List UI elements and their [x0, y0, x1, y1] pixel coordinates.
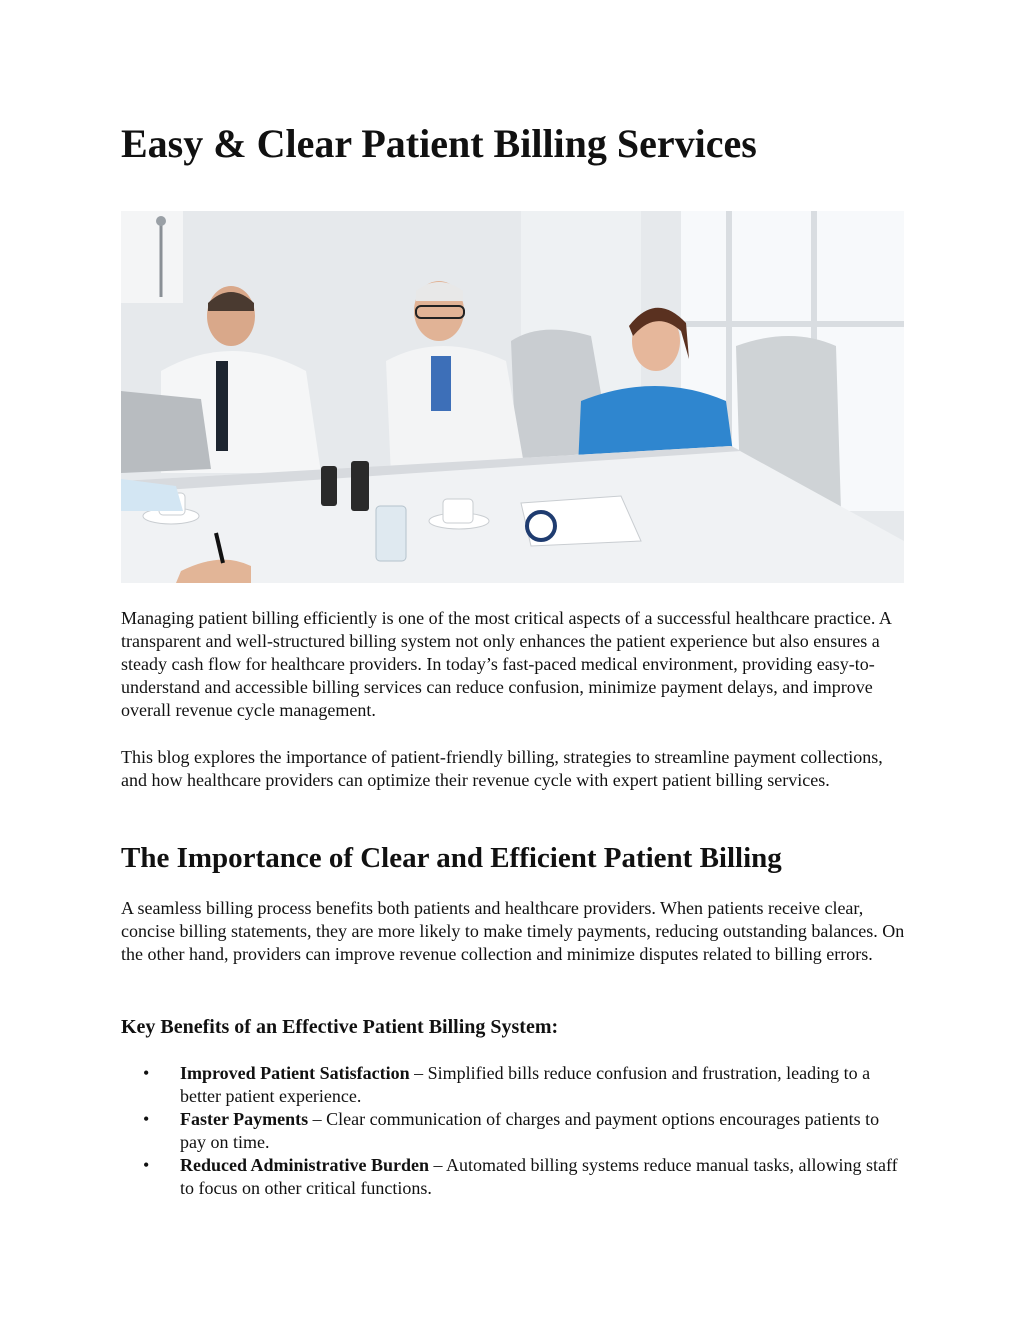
bullet-icon: • — [143, 1063, 150, 1083]
benefit-desc: – Clear communication of charges and payment options encourages patients to pay on time. — [180, 1109, 880, 1152]
benefits-subheading: Key Benefits of an Effective Patient Billing System: — [121, 1016, 559, 1038]
list-item — [121, 1108, 905, 1154]
benefit-term: Reduced Administrative Burden — [180, 1155, 430, 1175]
bullet-icon: • — [143, 1109, 150, 1129]
intro-paragraph: Managing patient billing efficiently is one of the most critical aspects of a successful healthcare practice. A transparent and well-structured billing system not only enhances the patient experience but also ensures a steady cash flow for healthcare providers. In today’s fast-paced medical environment, providing easy-to-understand and accessible billing services can reduce confusion, minimize payment delays, and improve overall revenue cycle management. — [121, 608, 891, 720]
page-title: Easy & Clear Patient Billing Services — [121, 121, 757, 166]
benefits-list — [121, 1062, 905, 1200]
section-heading: The Importance of Clear and Efficient Patient Billing — [121, 842, 782, 874]
section-paragraph: A seamless billing process benefits both patients and healthcare providers. When patients receive clear, concise billing statements, they are more likely to make timely payments, reducing outstanding balances. On the other hand, providers can improve revenue collection and minimize disputes related to billing errors. — [121, 898, 905, 964]
benefit-desc: – Automated billing systems reduce manual tasks, allowing staff to focus on other critical functions. — [180, 1155, 898, 1198]
list-item — [121, 1062, 905, 1108]
medical-team-photo — [121, 211, 904, 583]
benefit-term: Faster Payments — [180, 1109, 309, 1129]
benefit-desc: – Simplified bills reduce confusion and frustration, leading to a better patient experience. — [180, 1063, 871, 1106]
list-item — [121, 1154, 905, 1200]
benefit-term: Improved Patient Satisfaction — [180, 1063, 410, 1083]
bullet-icon: • — [143, 1155, 150, 1175]
intro-paragraph-2: This blog explores the importance of patient-friendly billing, strategies to streamline payment collections, and how healthcare providers can optimize their revenue cycle with expert patient billing services. — [121, 747, 883, 790]
